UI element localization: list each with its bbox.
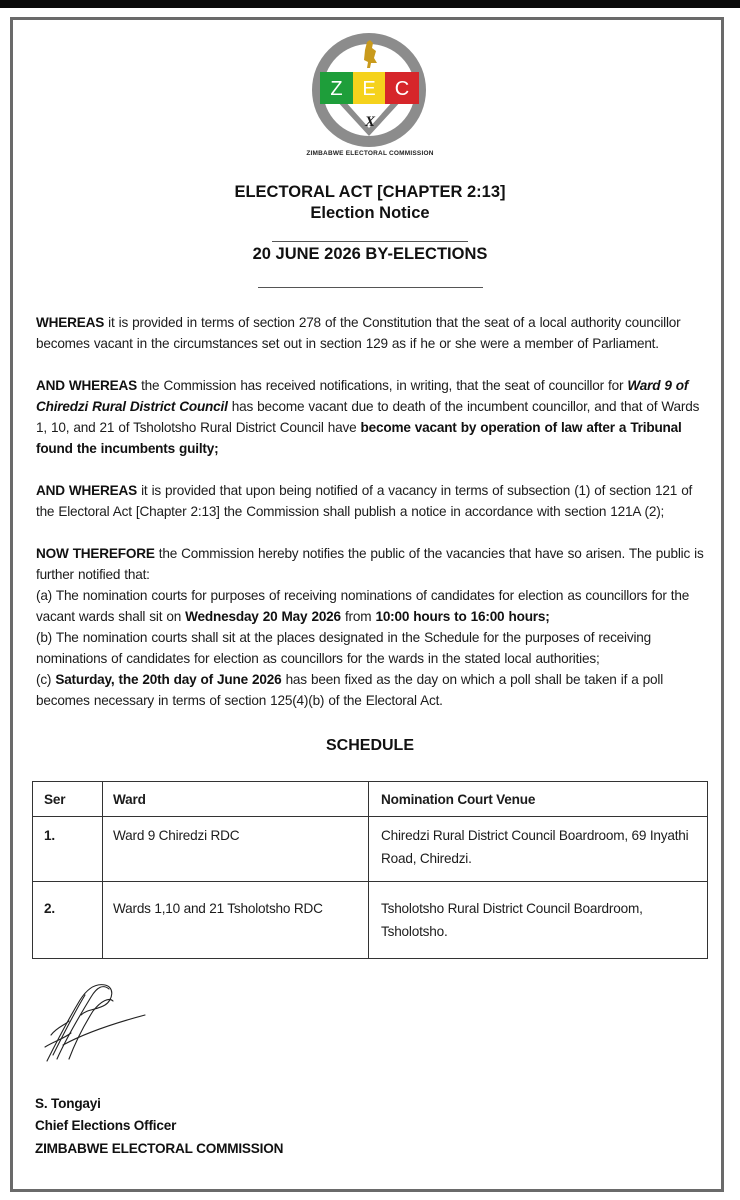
item-c-prefix: (c) — [36, 672, 56, 687]
item-c — [36, 669, 705, 711]
row-ward: Wards 1,10 and 21 Tsholotsho RDC — [103, 882, 369, 959]
item-a-text: (a) The nomination courts for purposes of receiving nominations of candidates for election as councillors for the vacant wards shall sit on — [36, 588, 690, 624]
whereas-text: it is provided in terms of section 278 of the Constitution that the seat of a local authority councillor becomes vacant in the circumstances set out in section 129 as if he or she were a member of Parliament. — [36, 315, 681, 351]
notice-subtitle: Election Notice — [310, 204, 430, 222]
p3-text: it is provided that upon being notified of a vacancy in terms of subsection (1) of section 121 of the Electoral Act [Chapter 2:13] the Commission shall publish a notice in accordance with section 121A (2); — [36, 483, 693, 519]
whereas-paragraph-3 — [36, 480, 705, 522]
logo-caption: ZIMBABWE ELECTORAL COMMISSION — [306, 150, 434, 157]
header-ser: Ser — [33, 782, 103, 817]
whereas-paragraph-1 — [36, 312, 705, 354]
signatory-name: S. Tongayi — [35, 1096, 101, 1111]
row-ward: Ward 9 Chiredzi RDC — [103, 817, 369, 882]
row-venue: Chiredzi Rural District Council Boardroom, 69 Inyathi Road, Chiredzi. — [369, 817, 708, 882]
and-whereas-lead-2: AND WHEREAS — [36, 483, 138, 498]
item-a-mid: from — [340, 609, 376, 624]
whereas-paragraph-2 — [36, 375, 705, 459]
ward-9-emphasis: Ward 9 of Chiredzi Rural District Council — [36, 378, 689, 414]
logo-letter-z: Z — [330, 78, 343, 100]
header-venue: Nomination Court Venue — [369, 782, 708, 817]
p4-text: the Commission hereby notifies the public of the vacancies that have so arisen. The public is further notified that: — [36, 546, 704, 582]
act-title: ELECTORAL ACT [CHAPTER 2:13] — [234, 183, 506, 201]
handwritten-signature — [35, 975, 155, 1065]
heading-bottom-rule — [258, 287, 483, 288]
table-row — [33, 882, 708, 959]
p2-text-a: the Commission has received notifications, in writing, that the seat of councillor for — [137, 378, 628, 393]
now-therefore-paragraph — [36, 543, 705, 711]
whereas-lead: WHEREAS — [36, 315, 105, 330]
p2-text-b: has become vacant due to death of the incumbent councillor, and that of Wards 1, 10, and 21 of Tsholotsho Rural District Council have — [36, 399, 700, 435]
row-ser: 1. — [33, 817, 103, 882]
now-therefore-lead: NOW THEREFORE — [36, 546, 155, 561]
nomination-hours: 10:00 hours to 16:00 hours; — [375, 609, 550, 624]
heading-top-rule — [272, 241, 468, 242]
schedule-title: SCHEDULE — [325, 737, 414, 754]
signatory-title: Chief Elections Officer — [35, 1118, 177, 1133]
header-ward: Ward — [103, 782, 369, 817]
item-b: (b) The nomination courts shall sit at the places designated in the Schedule for the purposes of receiving nominations of candidates for election as councillors for the wards in the stated local authorities; — [36, 630, 651, 666]
nomination-date: Wednesday 20 May 2026 — [185, 609, 341, 624]
logo-letter-e: E — [362, 78, 376, 100]
logo-x-mark: X — [364, 114, 376, 130]
item-c-text: has been fixed as the day on which a poll shall be taken if a poll becomes necessary in terms of section 125(4)(b) of the Electoral Act. — [36, 672, 664, 708]
top-dark-bar — [0, 0, 740, 8]
logo-letter-c: C — [394, 78, 410, 100]
zec-logo — [298, 30, 440, 166]
row-ser: 2. — [33, 882, 103, 959]
table-row — [33, 817, 708, 882]
schedule-table — [32, 781, 708, 959]
item-a — [36, 585, 705, 627]
row-venue: Tsholotsho Rural District Council Boardroom, Tsholotsho. — [369, 882, 708, 959]
poll-date: Saturday, the 20th day of June 2026 — [55, 672, 282, 687]
now-therefore-intro — [36, 543, 705, 585]
table-header-row — [33, 782, 708, 817]
by-elections-heading: 20 JUNE 2026 BY-ELECTIONS — [252, 245, 488, 263]
tribunal-emphasis: become vacant by operation of law after a Tribunal found the incumbents guilty; — [36, 420, 682, 456]
and-whereas-lead: AND WHEREAS — [36, 378, 138, 393]
signatory-org: ZIMBABWE ELECTORAL COMMISSION — [35, 1141, 284, 1156]
